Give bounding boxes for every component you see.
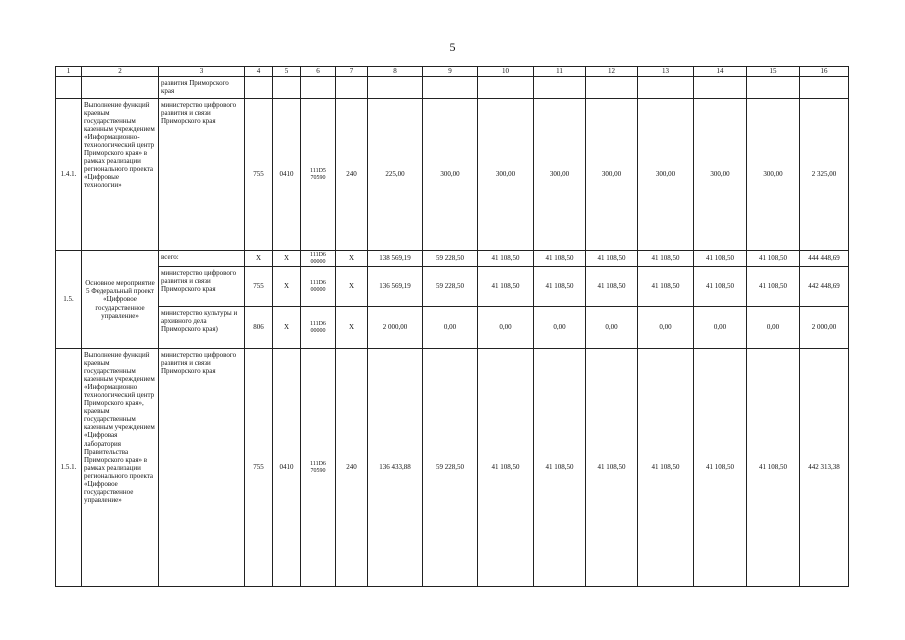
- header-cell: 9: [423, 67, 478, 77]
- executor-cell: министерство цифрового развития и связи Приморского края: [159, 99, 245, 251]
- row-number: 1.4.1.: [56, 99, 82, 251]
- value-cell: 41 108,50: [534, 251, 586, 267]
- value-cell: 41 108,50: [586, 251, 638, 267]
- total-cell: 442 313,38: [800, 349, 849, 587]
- value-cell: 0,00: [478, 307, 534, 349]
- activity-name: Выполнение функций краевым государственным казенным учреждением «Информационно технологический центр Приморского края», краевым государственным казенным учреждением «Цифровая лаборатория Правительства Приморского края» в рамках реализации регионального проекта «Цифровое государственное управление»: [82, 349, 159, 587]
- value-cell: 0,00: [638, 307, 694, 349]
- executor-cell: всего:: [159, 251, 245, 267]
- value-cell: 41 108,50: [694, 267, 747, 307]
- grbs-cell: 806: [245, 307, 273, 349]
- header-row: [56, 67, 849, 77]
- value-cell: 59 228,50: [423, 251, 478, 267]
- csr-cell: 111D6 00000: [301, 251, 336, 267]
- value-cell: 300,00: [478, 99, 534, 251]
- value-cell: 0,00: [423, 307, 478, 349]
- rzpr-cell: X: [273, 307, 301, 349]
- header-cell: 6: [301, 67, 336, 77]
- table-row: [56, 77, 849, 99]
- header-cell: 5: [273, 67, 301, 77]
- total-cell: 2 000,00: [800, 307, 849, 349]
- value-cell: 41 108,50: [638, 251, 694, 267]
- header-cell: 14: [694, 67, 747, 77]
- value-cell: 41 108,50: [534, 267, 586, 307]
- grbs-cell: 755: [245, 99, 273, 251]
- value-cell: 136 433,88: [368, 349, 423, 587]
- vr-cell: 240: [336, 99, 368, 251]
- row-number: 1.5.: [56, 251, 82, 349]
- value-cell: 59 228,50: [423, 349, 478, 587]
- vr-cell: X: [336, 251, 368, 267]
- activity-name: Основное мероприятие 5 Федеральный проект «Цифровое государственное управление»: [82, 251, 159, 349]
- value-cell: 300,00: [694, 99, 747, 251]
- header-cell: 13: [638, 67, 694, 77]
- value-cell: 41 108,50: [694, 349, 747, 587]
- row-number: 1.5.1.: [56, 349, 82, 587]
- rzpr-cell: 0410: [273, 99, 301, 251]
- header-cell: 4: [245, 67, 273, 77]
- value-cell: 300,00: [638, 99, 694, 251]
- rzpr-cell: X: [273, 251, 301, 267]
- csr-cell: 111D6 00000: [301, 307, 336, 349]
- csr-cell: 111D5 70590: [301, 99, 336, 251]
- table-row: [56, 307, 849, 349]
- header-cell: 7: [336, 67, 368, 77]
- value-cell: 41 108,50: [478, 267, 534, 307]
- value-cell: 300,00: [747, 99, 800, 251]
- value-cell: 41 108,50: [478, 251, 534, 267]
- csr-cell: 111D6 00000: [301, 267, 336, 307]
- grbs-cell: 755: [245, 267, 273, 307]
- value-cell: 41 108,50: [586, 267, 638, 307]
- total-cell: 442 448,69: [800, 267, 849, 307]
- value-cell: 0,00: [694, 307, 747, 349]
- total-cell: 444 448,69: [800, 251, 849, 267]
- value-cell: 0,00: [747, 307, 800, 349]
- header-cell: 3: [159, 67, 245, 77]
- value-cell: 59 228,50: [423, 267, 478, 307]
- vr-cell: X: [336, 307, 368, 349]
- rzpr-cell: X: [273, 267, 301, 307]
- value-cell: 0,00: [534, 307, 586, 349]
- executor-cell: министерство цифрового развития и связи Приморского края: [159, 349, 245, 587]
- vr-cell: 240: [336, 349, 368, 587]
- header-cell: 10: [478, 67, 534, 77]
- header-cell: 15: [747, 67, 800, 77]
- value-cell: 138 569,19: [368, 251, 423, 267]
- value-cell: 41 108,50: [586, 349, 638, 587]
- value-cell: 136 569,19: [368, 267, 423, 307]
- activity-name: Выполнение функций краевым государственным казенным учреждением «Информационно-технологический центр Приморского края» в рамках реализации регионального проекта «Цифровые технологии»: [82, 99, 159, 251]
- executor-cell: министерство цифрового развития и связи Приморского края: [159, 267, 245, 307]
- table-row: [56, 267, 849, 307]
- value-cell: 41 108,50: [747, 267, 800, 307]
- grbs-cell: X: [245, 251, 273, 267]
- value-cell: 41 108,50: [747, 251, 800, 267]
- header-cell: 12: [586, 67, 638, 77]
- header-cell: 8: [368, 67, 423, 77]
- budget-table: [55, 66, 849, 587]
- header-cell: 1: [56, 67, 82, 77]
- value-cell: 300,00: [534, 99, 586, 251]
- value-cell: 41 108,50: [747, 349, 800, 587]
- rzpr-cell: 0410: [273, 349, 301, 587]
- page-number: 5: [449, 40, 456, 54]
- value-cell: 300,00: [586, 99, 638, 251]
- value-cell: 41 108,50: [478, 349, 534, 587]
- header-cell: 11: [534, 67, 586, 77]
- header-cell: 16: [800, 67, 849, 77]
- header-cell: 2: [82, 67, 159, 77]
- value-cell: 225,00: [368, 99, 423, 251]
- value-cell: 41 108,50: [694, 251, 747, 267]
- table-row: [56, 251, 849, 267]
- value-cell: 41 108,50: [638, 267, 694, 307]
- executor-cell: министерство культуры и архивного дела Приморского края): [159, 307, 245, 349]
- total-cell: 2 325,00: [800, 99, 849, 251]
- value-cell: 2 000,00: [368, 307, 423, 349]
- value-cell: 300,00: [423, 99, 478, 251]
- grbs-cell: 755: [245, 349, 273, 587]
- executor-cell: развития Приморского края: [159, 77, 245, 99]
- vr-cell: X: [336, 267, 368, 307]
- value-cell: 0,00: [586, 307, 638, 349]
- table-row: [56, 99, 849, 251]
- value-cell: 41 108,50: [638, 349, 694, 587]
- table-row: [56, 349, 849, 587]
- value-cell: 41 108,50: [534, 349, 586, 587]
- csr-cell: 111D6 70590: [301, 349, 336, 587]
